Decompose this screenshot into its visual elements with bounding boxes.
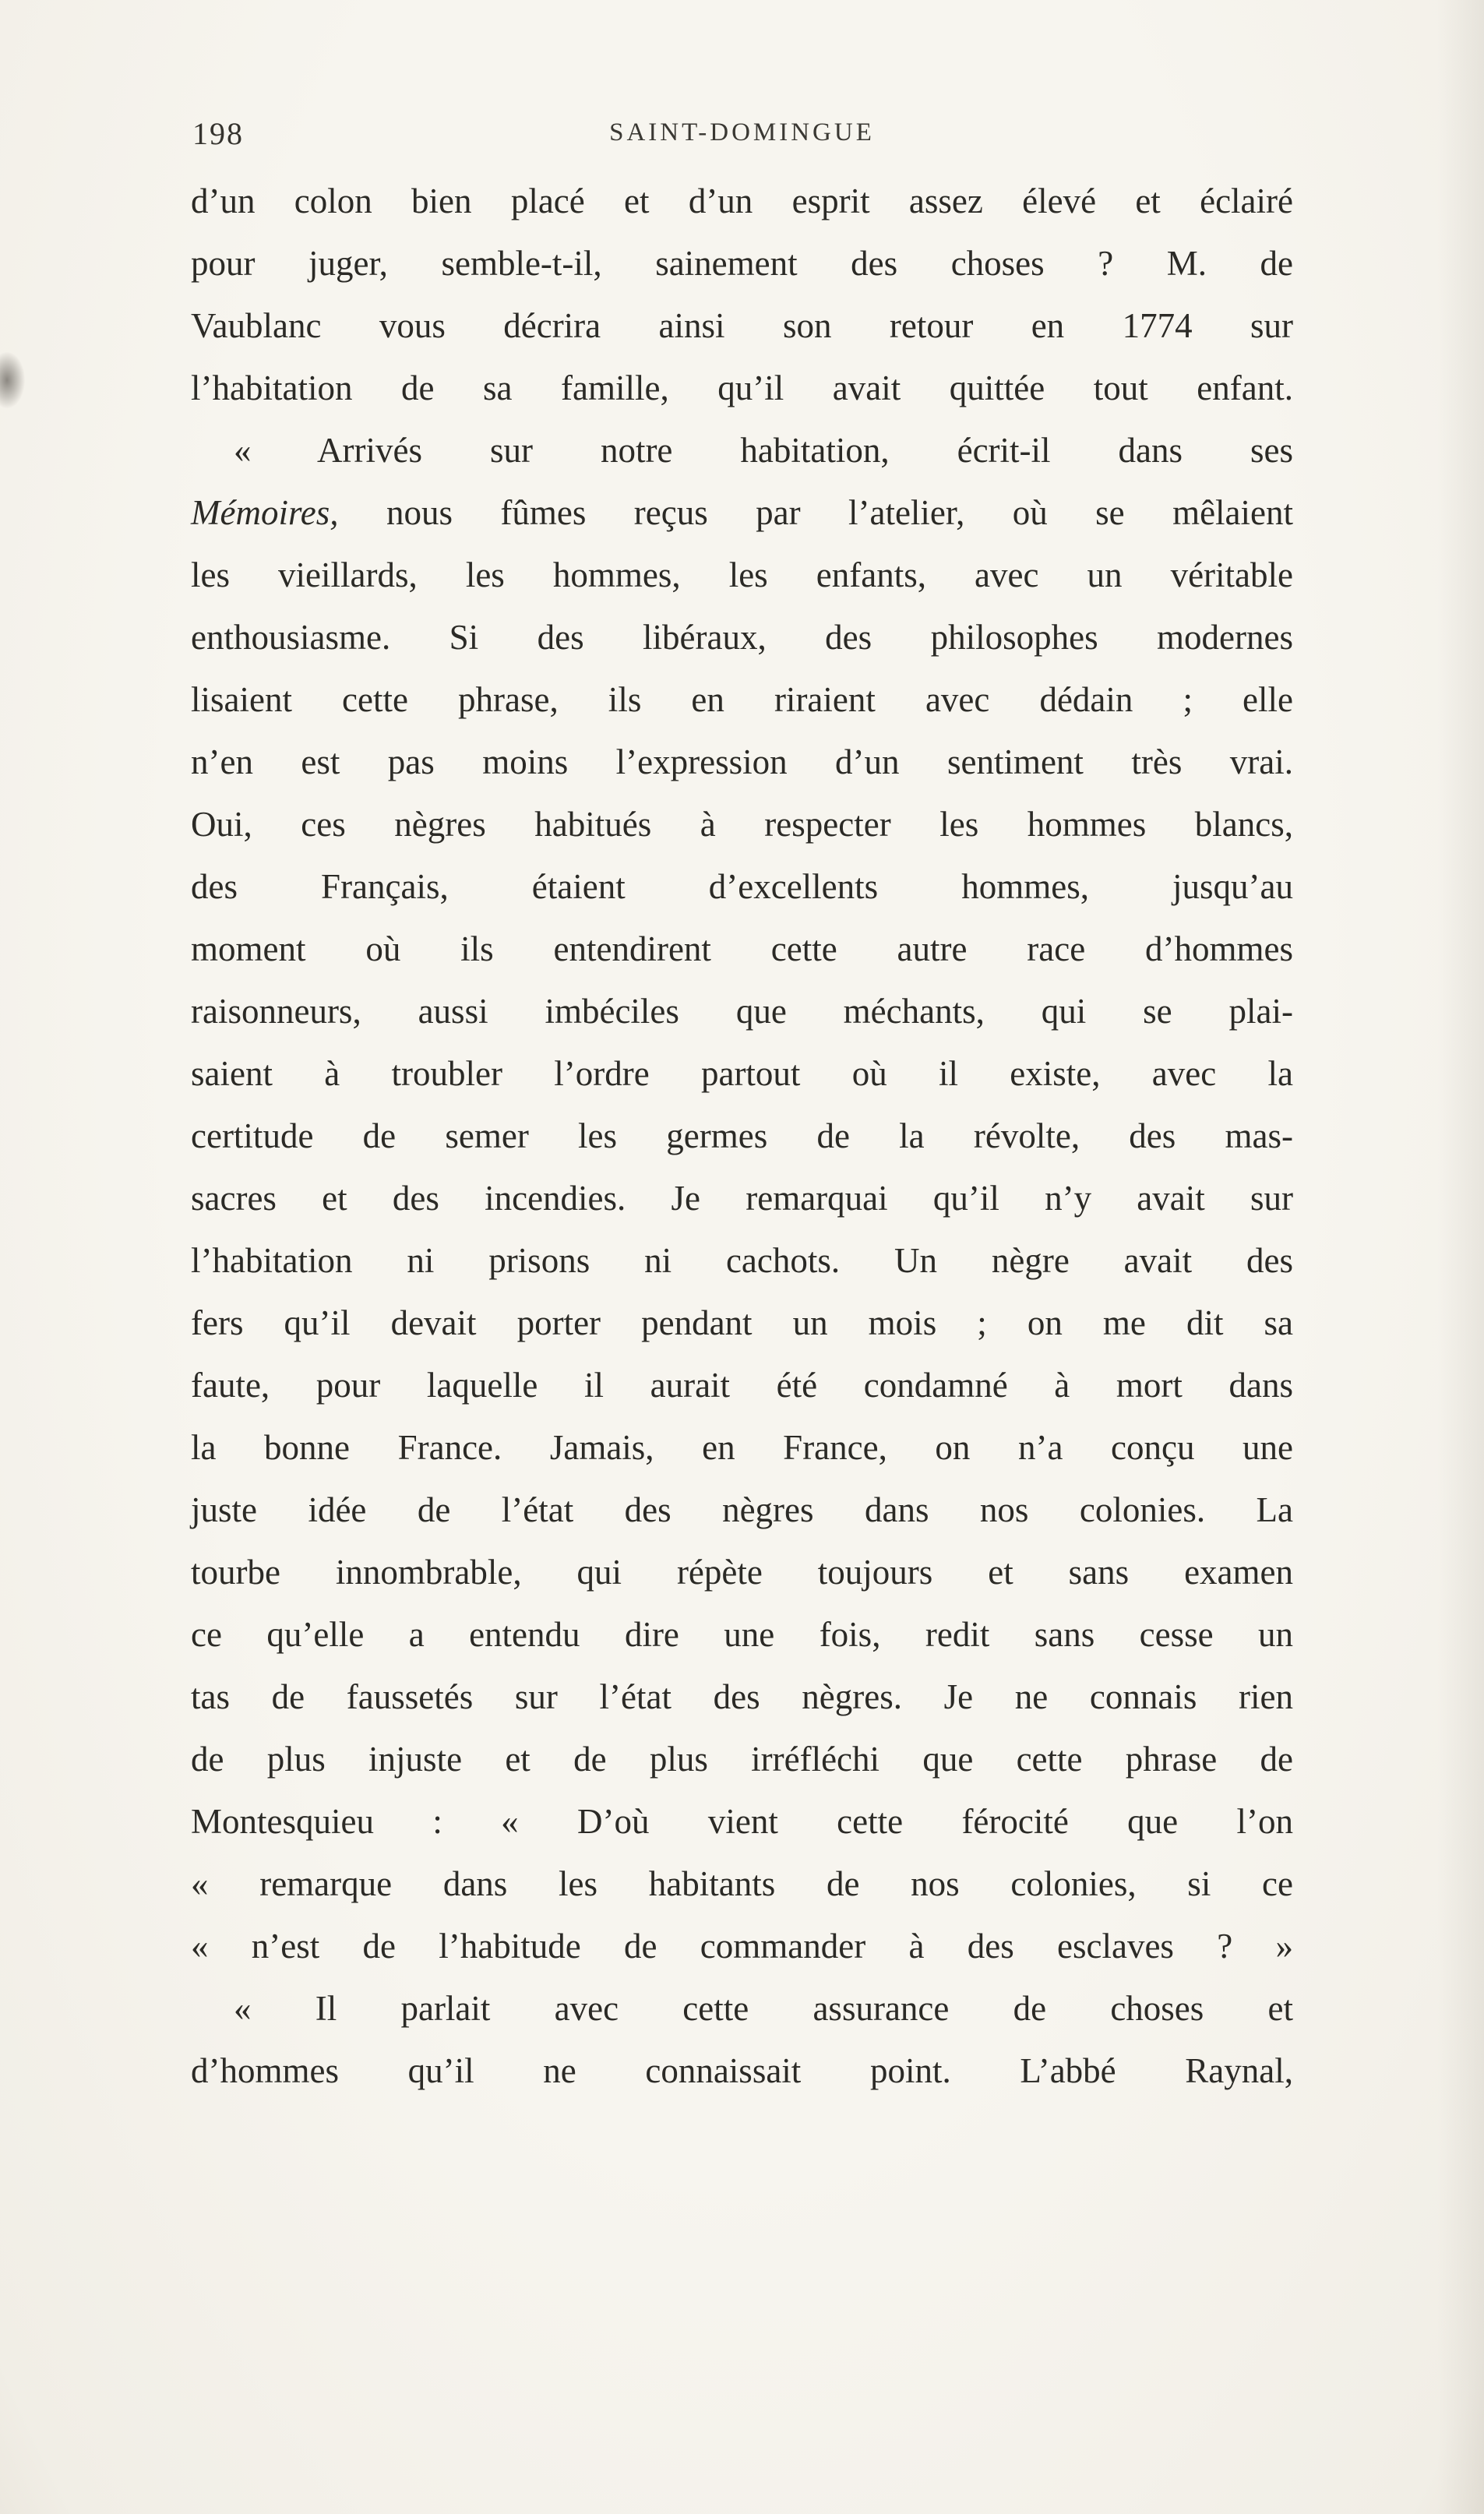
text-run: l’habitation ni prisons ni cachots. Un nègre avait des bbox=[191, 1241, 1293, 1280]
text-line bbox=[191, 1416, 1293, 1479]
text-line bbox=[191, 1853, 1293, 1915]
ink-smudge bbox=[0, 352, 25, 408]
text-line bbox=[191, 419, 1293, 481]
text-run: nous fûmes reçus par l’atelier, où se mêlaient bbox=[338, 493, 1293, 532]
text-line bbox=[191, 855, 1293, 918]
text-line bbox=[191, 481, 1293, 544]
running-title: SAINT-DOMINGUE bbox=[609, 118, 875, 146]
text-run: « Il parlait avec cette assurance de choses et bbox=[234, 1989, 1293, 2028]
text-line bbox=[191, 1915, 1293, 1977]
text-run: les vieillards, les hommes, les enfants, avec un véritable bbox=[191, 555, 1293, 594]
text-run: d’hommes qu’il ne connaissait point. L’abbé Raynal, bbox=[191, 2051, 1293, 2090]
text-line bbox=[191, 1167, 1293, 1229]
text-run: « Arrivés sur notre habitation, écrit-il dans ses bbox=[234, 431, 1293, 470]
text-run: fers qu’il devait porter pendant un mois ; on me dit sa bbox=[191, 1303, 1293, 1342]
italic-text-run: Mémoires, bbox=[191, 493, 339, 532]
text-run: ce qu’elle a entendu dire une fois, redit sans cesse un bbox=[191, 1615, 1293, 1654]
text-line bbox=[191, 232, 1293, 294]
text-line bbox=[191, 1790, 1293, 1853]
text-line bbox=[191, 544, 1293, 606]
text-run: Montesquieu : « D’où vient cette férocité que l’on bbox=[191, 1802, 1293, 1841]
text-run: faute, pour laquelle il aurait été condamné à mort dans bbox=[191, 1366, 1293, 1405]
text-line bbox=[191, 980, 1293, 1042]
text-run: pour juger, semble-t-il, sainement des choses ? M. de bbox=[191, 244, 1293, 283]
page-header bbox=[191, 111, 1293, 156]
text-run: juste idée de l’état des nègres dans nos colonies. La bbox=[191, 1490, 1293, 1529]
text-run: certitude de semer les germes de la révolte, des mas- bbox=[191, 1116, 1293, 1155]
text-run: la bonne France. Jamais, en France, on n’a conçu une bbox=[191, 1428, 1293, 1467]
text-run: « remarque dans les habitants de nos colonies, si ce bbox=[191, 1864, 1293, 1903]
text-line bbox=[191, 1603, 1293, 1666]
text-line bbox=[191, 170, 1293, 232]
text-run: l’habitation de sa famille, qu’il avait quittée tout enfant. bbox=[191, 368, 1293, 407]
text-run: moment où ils entendirent cette autre race d’hommes bbox=[191, 929, 1293, 968]
text-run: sacres et des incendies. Je remarquai qu’il n’y avait sur bbox=[191, 1179, 1293, 1218]
page-body bbox=[191, 170, 1293, 2102]
text-line bbox=[191, 1977, 1293, 2040]
text-line bbox=[191, 1728, 1293, 1790]
text-line bbox=[191, 918, 1293, 980]
text-line bbox=[191, 1042, 1293, 1105]
text-line bbox=[191, 1666, 1293, 1728]
page-content bbox=[191, 111, 1293, 2102]
text-line bbox=[191, 1541, 1293, 1603]
text-run: saient à troubler l’ordre partout où il existe, avec la bbox=[191, 1054, 1293, 1093]
text-line bbox=[191, 1354, 1293, 1416]
text-line bbox=[191, 606, 1293, 668]
text-run: « n’est de l’habitude de commander à des esclaves ? » bbox=[191, 1927, 1293, 1966]
text-line bbox=[191, 1229, 1293, 1292]
text-line bbox=[191, 731, 1293, 793]
text-run: Vaublanc vous décrira ainsi son retour en 1774 sur bbox=[191, 306, 1293, 345]
text-run: raisonneurs, aussi imbéciles que méchants, qui se plai- bbox=[191, 992, 1293, 1031]
text-run: tas de faussetés sur l’état des nègres. Je ne connais rien bbox=[191, 1677, 1293, 1716]
text-run: d’un colon bien placé et d’un esprit assez élevé et éclairé bbox=[191, 182, 1293, 220]
text-run: de plus injuste et de plus irréfléchi que cette phrase de bbox=[191, 1740, 1293, 1779]
text-line bbox=[191, 668, 1293, 731]
page-number: 198 bbox=[192, 116, 244, 151]
text-run: n’en est pas moins l’expression d’un sentiment très vrai. bbox=[191, 742, 1293, 781]
text-line bbox=[191, 1105, 1293, 1167]
text-line bbox=[191, 793, 1293, 855]
text-run: Oui, ces nègres habitués à respecter les hommes blancs, bbox=[191, 805, 1293, 844]
text-line bbox=[191, 294, 1293, 357]
text-line bbox=[191, 2040, 1293, 2102]
page-edge-shading bbox=[1437, 0, 1484, 2514]
text-line bbox=[191, 357, 1293, 419]
text-line bbox=[191, 1292, 1293, 1354]
text-line bbox=[191, 1479, 1293, 1541]
text-run: enthousiasme. Si des libéraux, des philosophes modernes bbox=[191, 618, 1293, 657]
text-run: lisaient cette phrase, ils en riraient avec dédain ; elle bbox=[191, 680, 1293, 719]
text-run: tourbe innombrable, qui répète toujours et sans examen bbox=[191, 1553, 1293, 1592]
text-run: des Français, étaient d’excellents hommes, jusqu’au bbox=[191, 867, 1293, 906]
